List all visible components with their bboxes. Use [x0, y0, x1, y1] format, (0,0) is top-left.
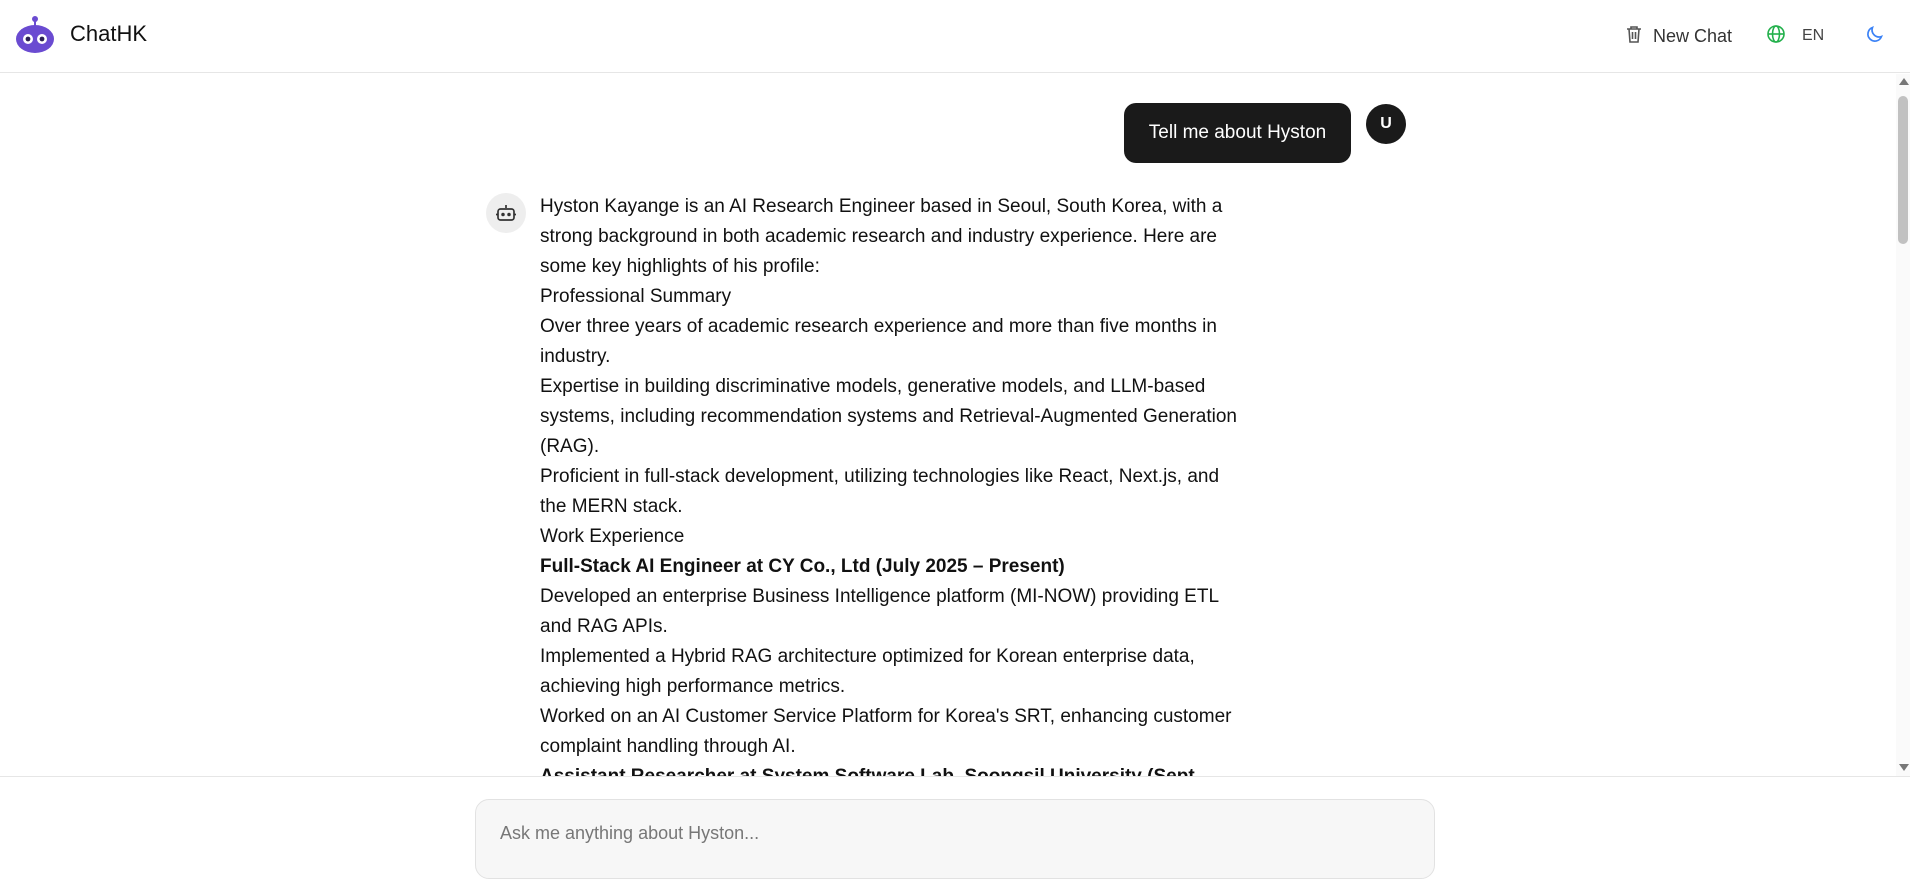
language-label: EN	[1802, 27, 1825, 44]
app-header	[0, 0, 1910, 73]
message-paragraph: Proficient in full-stack development, utilizing technologies like React, Next.js, and the MERN stack.	[540, 466, 1220, 517]
user-message-bubble: Tell me about Hyston	[1124, 103, 1351, 163]
brand-title[interactable]: ChatHK	[70, 21, 148, 46]
message-paragraph: Worked on an AI Customer Service Platform for Korea's SRT, enhancing customer complaint handling through AI.	[540, 706, 1232, 757]
user-avatar: U	[1366, 104, 1406, 144]
moon-icon	[1865, 24, 1885, 49]
new-chat-button[interactable]	[1625, 22, 1732, 50]
message-paragraph: Expertise in building discriminative models, generative models, and LLM-based systems, including recommendation systems and Retrieval-Augmented Generation (RAG).	[540, 376, 1237, 457]
bot-icon	[486, 193, 526, 233]
message-paragraph: Implemented a Hybrid RAG architecture optimized for Korean enterprise data, achieving high performance metrics.	[540, 646, 1195, 697]
composer-area	[0, 776, 1910, 863]
chat-scrollbar[interactable]	[1896, 74, 1910, 776]
language-button[interactable]	[1766, 22, 1824, 50]
message-paragraph: Over three years of academic research experience and more than five months in industry.	[540, 316, 1217, 367]
message-paragraph: Hyston Kayange is an AI Research Engineer based in Seoul, South Korea, with a strong background in both academic research and industry experience. Here are some key highlights of his profile:	[540, 196, 1223, 277]
scroll-down-arrow-icon[interactable]	[1899, 764, 1909, 771]
message-input[interactable]	[500, 818, 1400, 848]
section-heading-summary: Professional Summary	[540, 286, 732, 307]
message-paragraph: Developed an enterprise Business Intelligence platform (MI-NOW) providing ETL and RAG APIs.	[540, 586, 1219, 637]
job-title: Full-Stack AI Engineer at CY Co., Ltd (July 2025 – Present)	[540, 556, 1065, 577]
theme-toggle-button[interactable]	[1862, 22, 1888, 50]
globe-icon	[1766, 24, 1786, 49]
scroll-up-arrow-icon[interactable]	[1899, 78, 1909, 85]
new-chat-label: New Chat	[1653, 25, 1733, 46]
section-heading-work: Work Experience	[540, 526, 685, 547]
message-input-box[interactable]	[475, 799, 1435, 879]
chat-area	[0, 74, 1910, 776]
scroll-thumb[interactable]	[1898, 96, 1908, 244]
robot-logo-icon[interactable]	[14, 14, 56, 56]
trash-icon	[1625, 24, 1643, 49]
assistant-message	[540, 192, 1240, 792]
